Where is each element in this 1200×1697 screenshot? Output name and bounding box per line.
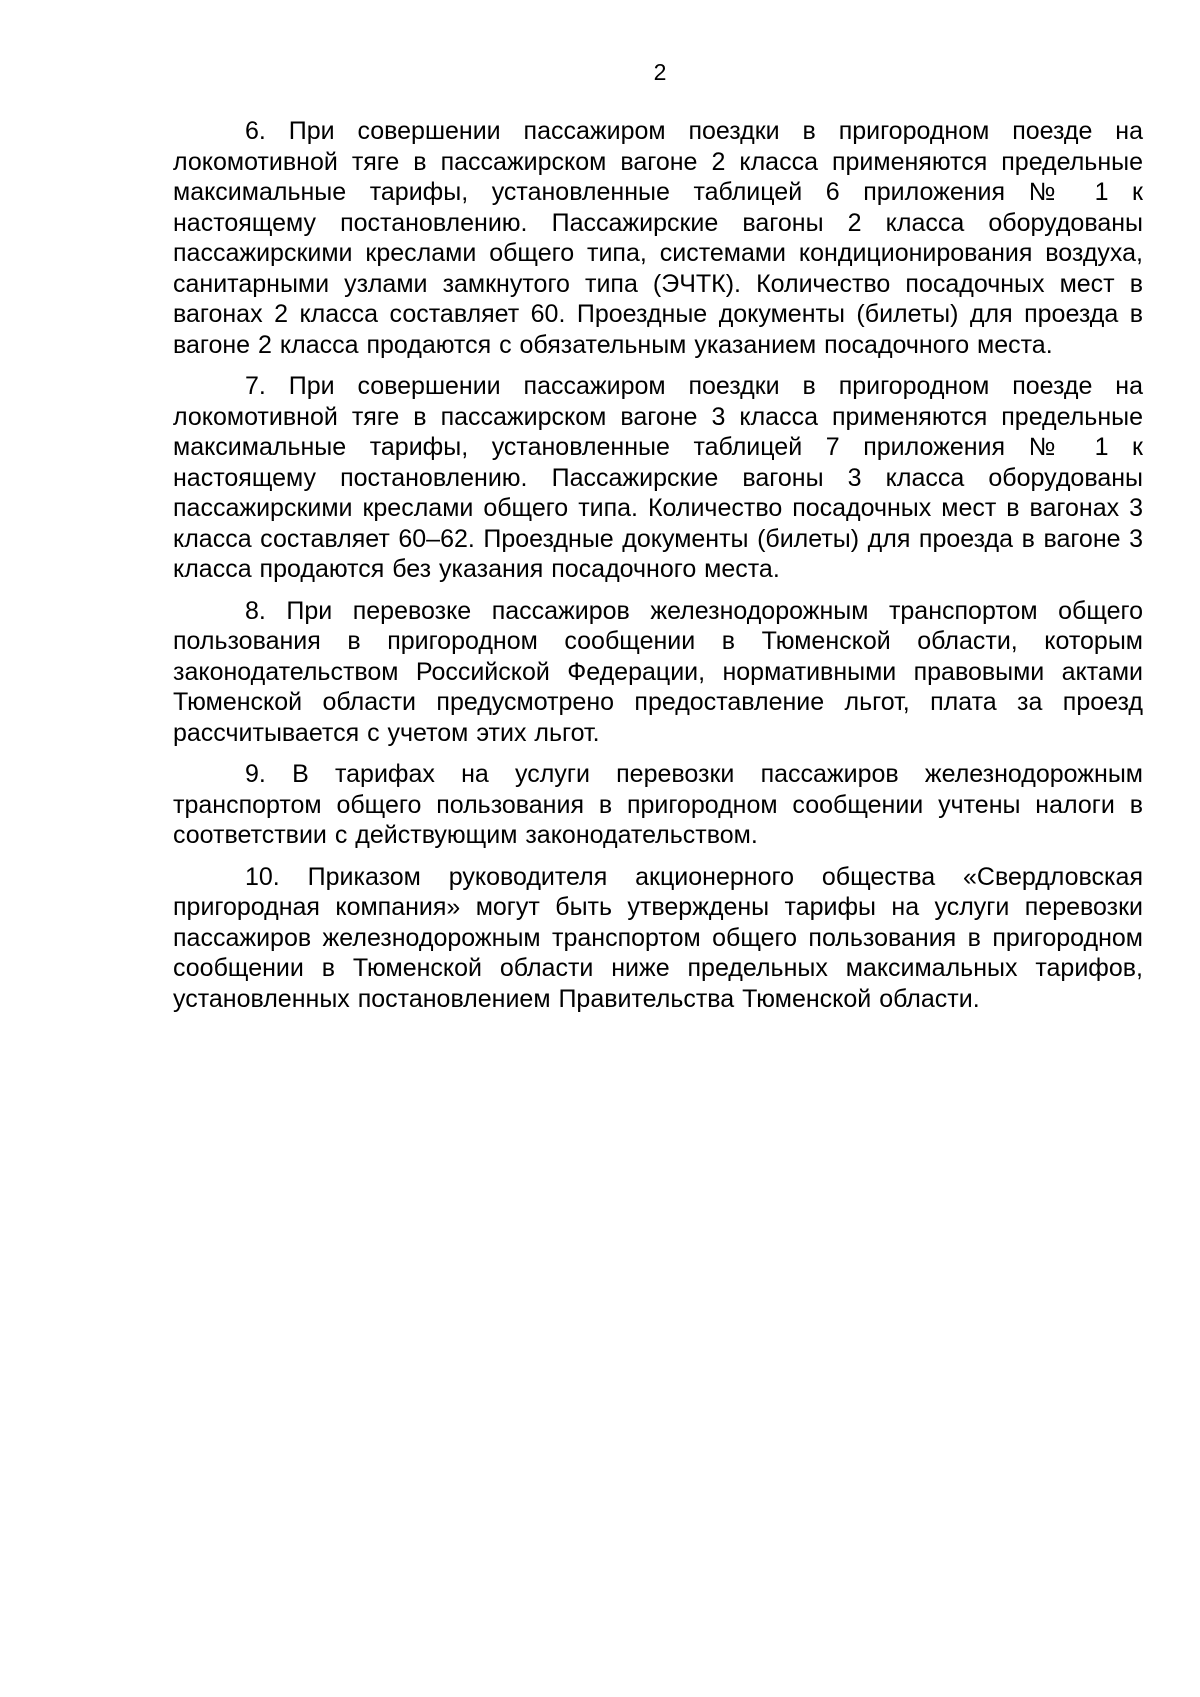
paragraph-8: 8. При перевозке пассажиров железнодорожным транспортом общего пользования в пригородном сообщении в Тюменской области, которым законодательством Российской Федерации, нормативными правовыми актами Тюменской области предусмотрено предоставление льгот, плата за проезд рассчитывается с учетом этих льгот. (173, 596, 1143, 747)
paragraph-6: 6. При совершении пассажиром поездки в пригородном поезде на локомотивной тяге в пассажирском вагоне 2 класса применяются предельные максимальные тарифы, установленные таблицей 6 приложения № 1 к настоящему постановлению. Пассажирские вагоны 2 класса оборудованы пассажирскими креслами общего типа, системами кондиционирования воздуха, санитарными узлами замкнутого типа (ЭЧТК). Количество посадочных мест в вагонах 2 класса составляет 60. Проездные документы (билеты) для проезда в вагоне 2 класса продаются с обязательным указанием посадочного места. (173, 117, 1143, 359)
paragraph-9: 9. В тарифах на услуги перевозки пассажиров железнодорожным транспортом общего пользования в пригородном сообщении учтены налоги в соответствии с действующим законодательством. (173, 760, 1143, 849)
document-body (173, 116, 1143, 1025)
page-number: 2 (653, 59, 667, 85)
paragraph-10: 10. Приказом руководителя акционерного общества «Свердловская пригородная компания» могут быть утверждены тарифы на услуги перевозки пассажиров железнодорожным транспортом общего пользования в пригородном сообщении в Тюменской области ниже предельных максимальных тарифов, установленных постановлением Правительства Тюменской области. (173, 862, 1143, 1013)
paragraph-7: 7. При совершении пассажиром поездки в пригородном поезде на локомотивной тяге в пассажирском вагоне 3 класса применяются предельные максимальные тарифы, установленные таблицей 7 приложения № 1 к настоящему постановлению. Пассажирские вагоны 3 класса оборудованы пассажирскими креслами общего типа. Количество посадочных мест в вагонах 3 класса составляет 60–62. Проездные документы (билеты) для проезда в вагоне 3 класса продаются без указания посадочного места. (173, 372, 1143, 583)
